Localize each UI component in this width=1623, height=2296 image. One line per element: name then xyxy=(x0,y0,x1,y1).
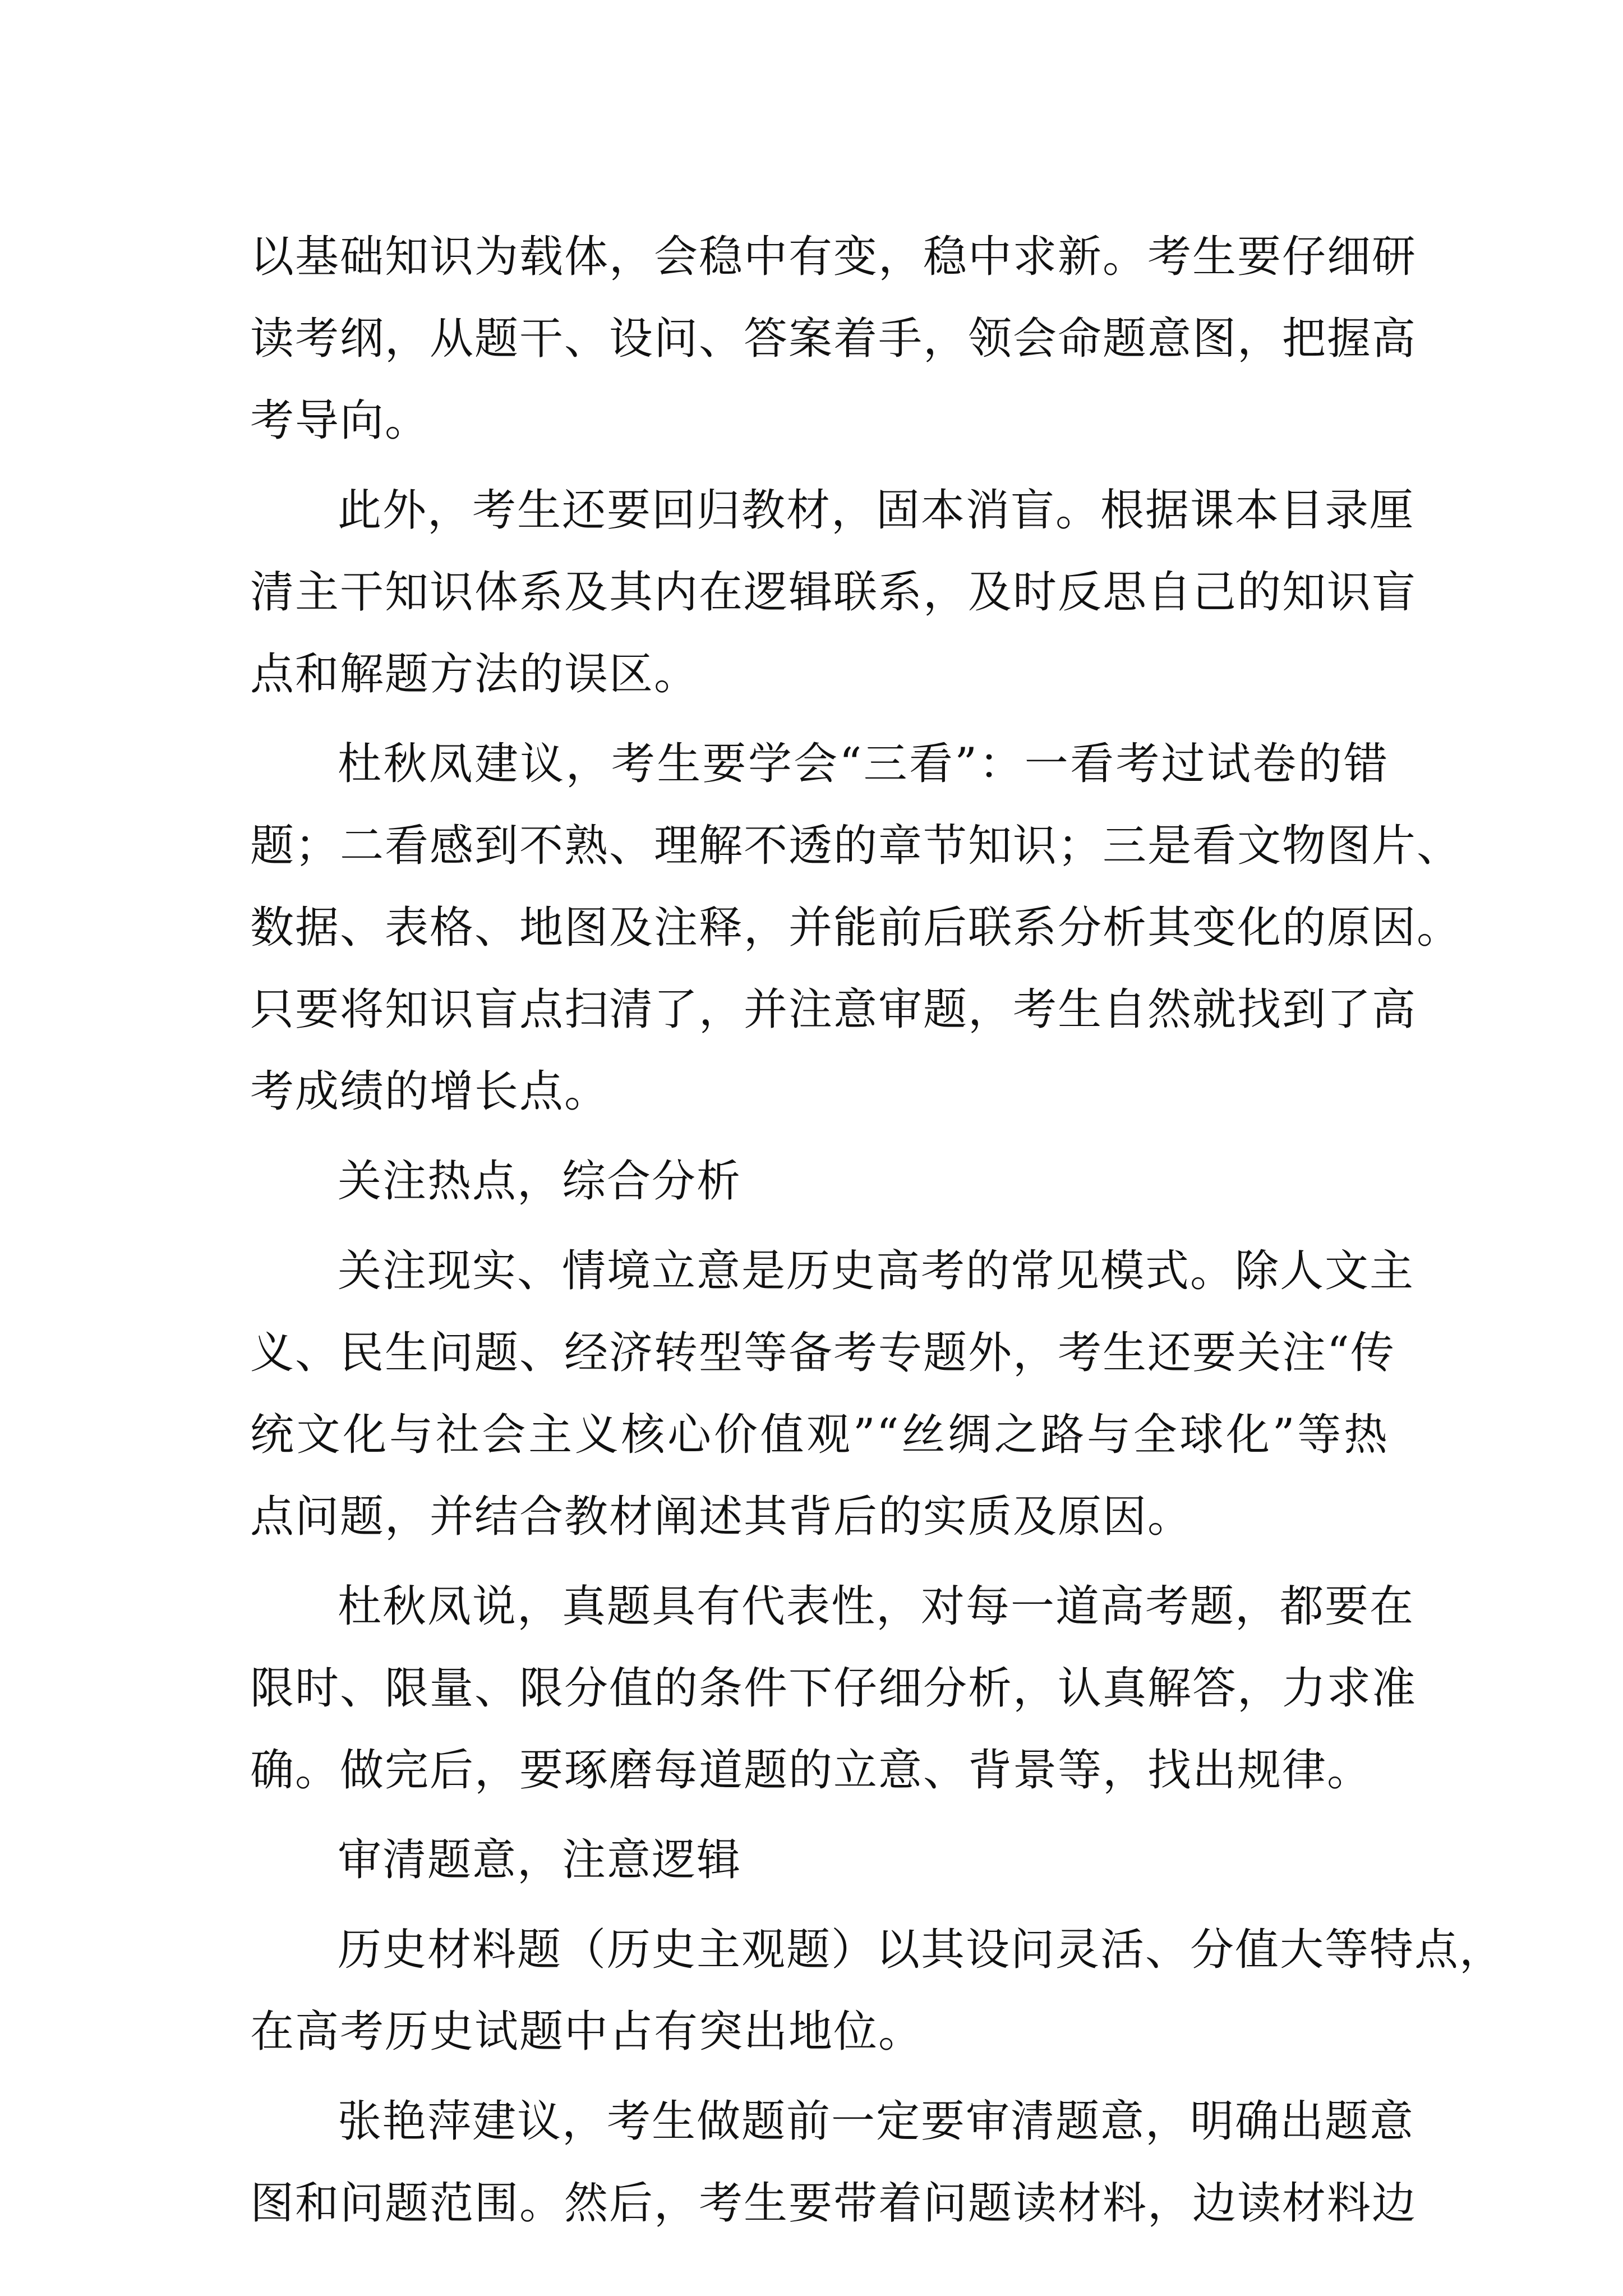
section-heading-text: 关注热点，综合分析 xyxy=(338,1156,742,1207)
text-line: 在高考历史试题中占有突出地位。 xyxy=(250,2007,924,2057)
text-line: 统文化与社会主义核心价值观”“丝绸之路与全球化”等热 xyxy=(250,1410,1389,1460)
text-line: 此外，考生还要回归教材，固本消盲。根据课本目录厘 xyxy=(338,485,1415,536)
text-line: 杜秋凤建议，考生要学会“三看”：一看考过试卷的错 xyxy=(338,739,1389,789)
text-line: 数据、表格、地图及注释，并能前后联系分析其变化的原因。 xyxy=(250,903,1462,953)
paragraph-gap xyxy=(250,462,1389,470)
paragraph xyxy=(250,470,1417,715)
text-line: 点问题，并结合教材阐述其背后的实质及原因。 xyxy=(250,1492,1193,1542)
text-line: 点和解题方法的误区。 xyxy=(250,649,699,700)
paragraph-gap xyxy=(250,1133,1389,1140)
paragraph xyxy=(250,2081,1417,2244)
article-body xyxy=(250,216,1505,2244)
paragraph-gap xyxy=(250,1811,1389,1819)
text-line: 图和问题范围。然后，考生要带着问题读材料，边读材料边 xyxy=(250,2178,1417,2229)
section-heading xyxy=(250,1819,1389,1901)
paragraph-gap xyxy=(250,1901,1389,1909)
text-line: 考成绩的增长点。 xyxy=(250,1066,610,1117)
paragraph xyxy=(250,723,1462,1133)
text-line: 以基础知识为载体，会稳中有变，稳中求新。考生要仔细研 xyxy=(250,232,1417,282)
text-line: 清主干知识体系及其内在逻辑联系，及时反思自己的知识盲 xyxy=(250,567,1417,618)
paragraph xyxy=(250,1566,1417,1811)
text-line: 读考纲，从题干、设问、答案着手，领会命题意图，把握高 xyxy=(250,314,1417,364)
text-line: 义、民生问题、经济转型等备考专题外，考生还要关注“传 xyxy=(250,1328,1395,1378)
paragraph-gap xyxy=(250,1558,1389,1566)
section-heading xyxy=(250,1140,1389,1222)
text-line: 关注现实、情境立意是历史高考的常见模式。除人文主 xyxy=(338,1246,1415,1296)
paragraph xyxy=(250,1230,1415,1558)
paragraph xyxy=(250,216,1417,462)
text-line: 限时、限量、限分值的条件下仔细分析，认真解答，力求准 xyxy=(250,1663,1417,1714)
text-line: 只要将知识盲点扫清了，并注意审题，考生自然就找到了高 xyxy=(250,984,1417,1035)
text-line: 杜秋凤说，真题具有代表性，对每一道高考题，都要在 xyxy=(338,1581,1415,1632)
paragraph-gap xyxy=(250,2073,1389,2081)
section-heading-text: 审清题意，注意逻辑 xyxy=(338,1835,742,1885)
text-line: 题；二看感到不熟、理解不透的章节知识；三是看文物图片、 xyxy=(250,821,1462,871)
paragraph-gap xyxy=(250,715,1389,723)
paragraph-gap xyxy=(250,1222,1389,1230)
text-line: 考导向。 xyxy=(250,395,430,446)
paragraph xyxy=(250,1909,1505,2073)
text-line: 确。做完后，要琢磨每道题的立意、背景等，找出规律。 xyxy=(250,1745,1372,1796)
text-line: 历史材料题（历史主观题）以其设问灵活、分值大等特点， xyxy=(338,1925,1505,1975)
text-line: 张艳萍建议，考生做题前一定要审清题意，明确出题意 xyxy=(338,2096,1415,2147)
